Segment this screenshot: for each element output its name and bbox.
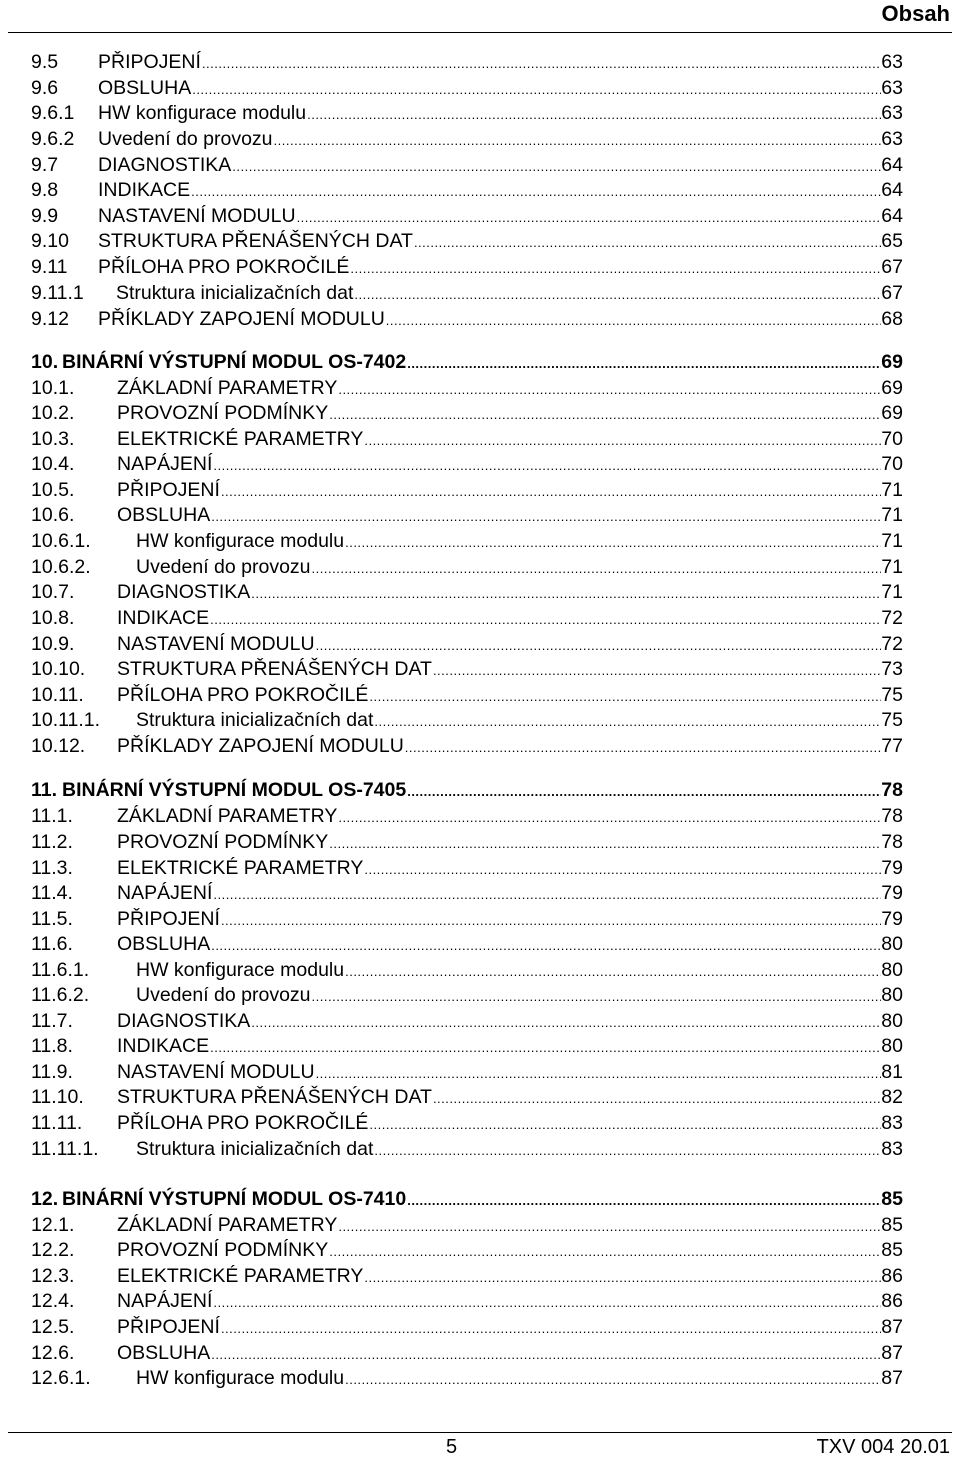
toc-entry-title: HW konfigurace modulu bbox=[136, 959, 345, 981]
toc-entry-title: Struktura inicializačních dat bbox=[136, 709, 374, 731]
toc-dot-leader bbox=[406, 780, 881, 804]
toc-entry-title: ZÁKLADNÍ PARAMETRY bbox=[117, 1214, 338, 1236]
toc-dot-leader bbox=[344, 960, 881, 984]
toc-dot-leader bbox=[209, 608, 881, 632]
toc-entry-number: 12.3. bbox=[31, 1265, 75, 1287]
toc-entry-page: 64 bbox=[881, 205, 903, 227]
toc-entry-page: 83 bbox=[881, 1138, 903, 1160]
toc-entry-title: STRUKTURA PŘENÁŠENÝCH DAT bbox=[117, 658, 432, 680]
toc-entry-title: BINÁRNÍ VÝSTUPNÍ MODUL OS-7410 bbox=[62, 1188, 407, 1210]
toc-entry[interactable] bbox=[31, 401, 903, 425]
toc-entry[interactable] bbox=[31, 452, 903, 476]
toc-entry-number: 10.3. bbox=[31, 428, 75, 450]
toc-dot-leader bbox=[191, 78, 881, 102]
toc-entry-title: PROVOZNÍ PODMÍNKY bbox=[117, 402, 329, 424]
toc-entry[interactable] bbox=[31, 153, 903, 177]
toc-entry-title: HW konfigurace modulu bbox=[136, 1367, 345, 1389]
toc-chapter-entry[interactable] bbox=[31, 778, 903, 802]
toc-dot-leader bbox=[315, 1062, 882, 1086]
toc-dot-leader bbox=[404, 736, 882, 760]
toc-entry-page: 79 bbox=[881, 908, 903, 930]
toc-entry-title: Struktura inicializačních dat bbox=[136, 1138, 374, 1160]
toc-entry-title: PŘÍKLADY ZAPOJENÍ MODULU bbox=[117, 735, 404, 757]
toc-entry-number: 11.8. bbox=[31, 1035, 73, 1057]
toc-dot-leader bbox=[432, 1087, 881, 1111]
toc-entry-title: STRUKTURA PŘENÁŠENÝCH DAT bbox=[98, 230, 413, 252]
toc-dot-leader bbox=[311, 557, 882, 581]
toc-entry-title: NASTAVENÍ MODULU bbox=[117, 1061, 315, 1083]
toc-entry[interactable] bbox=[31, 632, 903, 656]
toc-dot-leader bbox=[413, 231, 881, 255]
toc-entry-title: NASTAVENÍ MODULU bbox=[98, 205, 296, 227]
toc-entry-number: 11.9. bbox=[31, 1061, 73, 1083]
toc-dot-leader bbox=[328, 832, 881, 856]
toc-dot-leader bbox=[220, 909, 881, 933]
toc-entry-title: HW konfigurace modulu bbox=[136, 530, 345, 552]
toc-entry-page: 70 bbox=[881, 453, 903, 475]
toc-entry[interactable] bbox=[31, 50, 903, 74]
toc-chapter-entry[interactable] bbox=[31, 1187, 903, 1211]
toc-dot-leader bbox=[209, 1036, 881, 1060]
toc-entry-page: 69 bbox=[881, 402, 903, 424]
toc-entry-number: 12.4. bbox=[31, 1290, 75, 1312]
toc-entry[interactable] bbox=[31, 255, 903, 279]
toc-entry-number: 10.2. bbox=[31, 402, 75, 424]
toc-entry-title: NASTAVENÍ MODULU bbox=[117, 633, 315, 655]
toc-entry-number: 10.6.2. bbox=[31, 556, 91, 578]
toc-entry-page: 64 bbox=[881, 179, 903, 201]
toc-entry-number: 11.2. bbox=[31, 831, 73, 853]
toc-entry-page: 63 bbox=[881, 102, 903, 124]
toc-entry-title: PŘÍLOHA PRO POKROČILÉ bbox=[117, 684, 369, 706]
toc-entry-page: 67 bbox=[881, 282, 903, 304]
toc-entry-page: 63 bbox=[881, 77, 903, 99]
toc-entry-number: 12.6. bbox=[31, 1342, 75, 1364]
toc-dot-leader bbox=[363, 1266, 881, 1290]
toc-entry-page: 85 bbox=[881, 1239, 903, 1261]
toc-entry-title: BINÁRNÍ VÝSTUPNÍ MODUL OS-7405 bbox=[62, 779, 407, 801]
toc-entry-title: Uvedení do provozu bbox=[136, 556, 311, 578]
toc-entry[interactable] bbox=[31, 376, 903, 400]
toc-entry-page: 65 bbox=[881, 230, 903, 252]
toc-entry-page: 82 bbox=[881, 1086, 903, 1108]
toc-entry-page: 71 bbox=[881, 556, 903, 578]
toc-entry-number: 9.7 bbox=[31, 154, 59, 176]
toc-entry-number: 9.12 bbox=[31, 308, 69, 330]
toc-entry[interactable] bbox=[31, 734, 903, 758]
toc-entry-number: 11.6.1. bbox=[31, 959, 90, 981]
toc-entry-page: 86 bbox=[881, 1265, 903, 1287]
toc-entry[interactable] bbox=[31, 529, 903, 553]
toc-dot-leader bbox=[250, 582, 881, 606]
toc-entry-title: Uvedení do provozu bbox=[136, 984, 311, 1006]
toc-entry[interactable] bbox=[31, 1034, 903, 1058]
toc-entry-page: 78 bbox=[881, 779, 903, 801]
toc-entry-number: 10. bbox=[31, 351, 59, 373]
toc-entry-page: 80 bbox=[881, 1010, 903, 1032]
toc-entry[interactable] bbox=[31, 708, 903, 732]
toc-dot-leader bbox=[296, 206, 882, 230]
toc-entry-page: 70 bbox=[881, 428, 903, 450]
toc-entry-number: 9.6 bbox=[31, 77, 59, 99]
page-title: Obsah bbox=[881, 1, 950, 26]
toc-entry-number: 11.11. bbox=[31, 1112, 83, 1134]
toc-entry-page: 87 bbox=[881, 1316, 903, 1338]
toc-entry-number: 9.6.2 bbox=[31, 128, 75, 150]
toc-entry[interactable] bbox=[31, 1238, 903, 1262]
header-divider bbox=[8, 32, 952, 33]
toc-entry[interactable] bbox=[31, 204, 903, 228]
toc-entry[interactable] bbox=[31, 1366, 903, 1390]
toc-entry-number: 11.10. bbox=[31, 1086, 84, 1108]
toc-dot-leader bbox=[406, 352, 881, 376]
toc-dot-leader bbox=[373, 1139, 881, 1163]
toc-dot-leader bbox=[210, 505, 881, 529]
toc-entry-title: INDIKACE bbox=[117, 1035, 210, 1057]
footer-page-number: 5 bbox=[446, 1436, 458, 1458]
toc-entry-page: 75 bbox=[881, 709, 903, 731]
toc-entry[interactable] bbox=[31, 76, 903, 100]
toc-dot-leader bbox=[344, 531, 881, 555]
toc-entry[interactable] bbox=[31, 580, 903, 604]
toc-entry-page: 81 bbox=[881, 1061, 903, 1083]
toc-entry[interactable] bbox=[31, 1315, 903, 1339]
toc-entry[interactable] bbox=[31, 555, 903, 579]
toc-entry-page: 69 bbox=[881, 351, 903, 373]
toc-entry-number: 10.9. bbox=[31, 633, 75, 655]
toc-entry-number: 11.6.2. bbox=[31, 984, 90, 1006]
toc-entry-number: 10.12. bbox=[31, 735, 86, 757]
toc-entry-number: 9.5 bbox=[31, 51, 59, 73]
toc-entry-page: 63 bbox=[881, 51, 903, 73]
toc-entry-title: PROVOZNÍ PODMÍNKY bbox=[117, 831, 329, 853]
toc-dot-leader bbox=[373, 710, 881, 734]
toc-entry[interactable] bbox=[31, 1009, 903, 1033]
toc-entry-page: 72 bbox=[881, 607, 903, 629]
toc-dot-leader bbox=[363, 429, 881, 453]
toc-entry-number: 10.7. bbox=[31, 581, 75, 603]
toc-entry-page: 69 bbox=[881, 377, 903, 399]
toc-entry-number: 11. bbox=[31, 779, 58, 801]
toc-dot-leader bbox=[212, 883, 881, 907]
toc-entry-number: 10.11.1. bbox=[31, 709, 101, 731]
toc-entry-page: 72 bbox=[881, 633, 903, 655]
toc-entry[interactable] bbox=[31, 932, 903, 956]
footer-document-id: TXV 004 20.01 bbox=[816, 1436, 950, 1458]
toc-entry[interactable] bbox=[31, 478, 903, 502]
toc-entry[interactable] bbox=[31, 427, 903, 451]
toc-entry-title: Uvedení do provozu bbox=[98, 128, 273, 150]
toc-entry-title: PŘIPOJENÍ bbox=[117, 1316, 220, 1338]
toc-dot-leader bbox=[385, 309, 882, 333]
toc-entry[interactable] bbox=[31, 127, 903, 151]
toc-entry-page: 63 bbox=[881, 128, 903, 150]
toc-dot-leader bbox=[353, 283, 881, 307]
toc-entry-number: 12.5. bbox=[31, 1316, 75, 1338]
toc-entry-title: ELEKTRICKÉ PARAMETRY bbox=[117, 1265, 364, 1287]
toc-entry[interactable] bbox=[31, 1341, 903, 1365]
toc-entry-title: PŘÍLOHA PRO POKROČILÉ bbox=[117, 1112, 369, 1134]
toc-entry[interactable] bbox=[31, 907, 903, 931]
toc-entry-title: PŘÍKLADY ZAPOJENÍ MODULU bbox=[98, 308, 385, 330]
toc-entry-number: 10.11. bbox=[31, 684, 84, 706]
toc-dot-leader bbox=[273, 129, 882, 153]
toc-entry-page: 71 bbox=[881, 581, 903, 603]
toc-entry-title: OBSLUHA bbox=[117, 933, 211, 955]
toc-entry[interactable] bbox=[31, 503, 903, 527]
toc-dot-leader bbox=[315, 634, 882, 658]
toc-entry[interactable] bbox=[31, 958, 903, 982]
toc-entry-number: 10.5. bbox=[31, 479, 75, 501]
toc-entry-page: 78 bbox=[881, 805, 903, 827]
toc-entry-number: 11.1. bbox=[31, 805, 73, 827]
toc-entry[interactable] bbox=[31, 1137, 903, 1161]
toc-entry[interactable] bbox=[31, 657, 903, 681]
toc-entry-title: NAPÁJENÍ bbox=[117, 453, 213, 475]
toc-entry-title: ELEKTRICKÉ PARAMETRY bbox=[117, 428, 364, 450]
toc-entry-number: 10.6. bbox=[31, 504, 75, 526]
toc-entry[interactable] bbox=[31, 1213, 903, 1237]
toc-dot-leader bbox=[344, 1368, 881, 1392]
toc-entry-page: 85 bbox=[881, 1214, 903, 1236]
toc-entry-page: 78 bbox=[881, 831, 903, 853]
toc-entry-number: 9.8 bbox=[31, 179, 59, 201]
toc-entry-title: NAPÁJENÍ bbox=[117, 1290, 213, 1312]
toc-dot-leader bbox=[311, 985, 882, 1009]
toc-entry-page: 80 bbox=[881, 984, 903, 1006]
toc-entry-page: 71 bbox=[881, 504, 903, 526]
toc-entry-page: 87 bbox=[881, 1342, 903, 1364]
toc-dot-leader bbox=[337, 1215, 881, 1239]
toc-entry-page: 75 bbox=[881, 684, 903, 706]
toc-entry-number: 11.7. bbox=[31, 1010, 73, 1032]
toc-dot-leader bbox=[328, 403, 881, 427]
toc-entry-title: BINÁRNÍ VÝSTUPNÍ MODUL OS-7402 bbox=[62, 351, 407, 373]
toc-entry[interactable] bbox=[31, 1111, 903, 1135]
toc-entry-number: 11.11.1. bbox=[31, 1138, 99, 1160]
toc-entry-number: 11.5. bbox=[31, 908, 73, 930]
toc-dot-leader bbox=[368, 685, 881, 709]
toc-entry-title: DIAGNOSTIKA bbox=[117, 1010, 251, 1032]
toc-entry-title: DIAGNOSTIKA bbox=[117, 581, 251, 603]
toc-dot-leader bbox=[337, 806, 881, 830]
toc-entry-page: 71 bbox=[881, 530, 903, 552]
toc-entry-title: PROVOZNÍ PODMÍNKY bbox=[117, 1239, 329, 1261]
toc-dot-leader bbox=[212, 1291, 881, 1315]
toc-entry-page: 73 bbox=[881, 658, 903, 680]
toc-dot-leader bbox=[432, 659, 881, 683]
toc-entry-title: ZÁKLADNÍ PARAMETRY bbox=[117, 805, 338, 827]
toc-entry[interactable] bbox=[31, 606, 903, 630]
toc-entry-page: 86 bbox=[881, 1290, 903, 1312]
toc-entry-title: PŘIPOJENÍ bbox=[117, 479, 220, 501]
toc-entry[interactable] bbox=[31, 1085, 903, 1109]
toc-entry-title: INDIKACE bbox=[98, 179, 191, 201]
toc-entry-page: 85 bbox=[881, 1188, 903, 1210]
toc-dot-leader bbox=[201, 52, 881, 76]
toc-entry-number: 11.3. bbox=[31, 857, 73, 879]
toc-entry-number: 12. bbox=[31, 1188, 59, 1210]
toc-entry-page: 67 bbox=[881, 256, 903, 278]
toc-entry[interactable] bbox=[31, 307, 903, 331]
toc-entry-number: 9.10 bbox=[31, 230, 69, 252]
toc-entry-number: 10.6.1. bbox=[31, 530, 91, 552]
toc-entry-number: 10.8. bbox=[31, 607, 75, 629]
toc-entry[interactable] bbox=[31, 804, 903, 828]
toc-entry-page: 83 bbox=[881, 1112, 903, 1134]
toc-entry-title: NAPÁJENÍ bbox=[117, 882, 213, 904]
page-header bbox=[0, 0, 960, 36]
toc-entry-page: 79 bbox=[881, 857, 903, 879]
toc-dot-leader bbox=[212, 454, 881, 478]
toc-entry-number: 9.11.1 bbox=[31, 282, 84, 304]
toc-dot-leader bbox=[220, 1317, 881, 1341]
toc-entry-number: 10.4. bbox=[31, 453, 75, 475]
toc-entry-page: 80 bbox=[881, 1035, 903, 1057]
toc-entry-page: 80 bbox=[881, 933, 903, 955]
toc-entry-page: 71 bbox=[881, 479, 903, 501]
toc-entry-title: ZÁKLADNÍ PARAMETRY bbox=[117, 377, 338, 399]
footer-divider bbox=[8, 1432, 952, 1433]
toc-entry-title: HW konfigurace modulu bbox=[98, 102, 307, 124]
toc-entry[interactable] bbox=[31, 281, 903, 305]
toc-dot-leader bbox=[368, 1113, 881, 1137]
toc-entry-page: 64 bbox=[881, 154, 903, 176]
toc-dot-leader bbox=[190, 180, 881, 204]
toc-entry[interactable] bbox=[31, 856, 903, 880]
toc-entry-title: STRUKTURA PŘENÁŠENÝCH DAT bbox=[117, 1086, 432, 1108]
toc-entry-page: 80 bbox=[881, 959, 903, 981]
toc-entry-title: INDIKACE bbox=[117, 607, 210, 629]
toc-dot-leader bbox=[306, 103, 881, 127]
toc-entry-page: 87 bbox=[881, 1367, 903, 1389]
toc-entry[interactable] bbox=[31, 1060, 903, 1084]
toc-chapter-entry[interactable] bbox=[31, 350, 903, 374]
toc-entry-number: 11.6. bbox=[31, 933, 73, 955]
toc-dot-leader bbox=[210, 1343, 881, 1367]
toc-entry-title: PŘÍLOHA PRO POKROČILÉ bbox=[98, 256, 350, 278]
toc-dot-leader bbox=[406, 1189, 881, 1213]
toc-entry[interactable] bbox=[31, 881, 903, 905]
toc-entry-title: DIAGNOSTIKA bbox=[98, 154, 232, 176]
toc-entry-title: OBSLUHA bbox=[117, 1342, 211, 1364]
toc-entry[interactable] bbox=[31, 1289, 903, 1313]
toc-entry-title: ELEKTRICKÉ PARAMETRY bbox=[117, 857, 364, 879]
toc-dot-leader bbox=[349, 257, 881, 281]
toc-entry[interactable] bbox=[31, 178, 903, 202]
toc-entry-title: OBSLUHA bbox=[98, 77, 192, 99]
toc-dot-leader bbox=[363, 858, 881, 882]
toc-entry[interactable] bbox=[31, 101, 903, 125]
toc-entry-number: 12.2. bbox=[31, 1239, 75, 1261]
toc-entry[interactable] bbox=[31, 683, 903, 707]
toc-entry-title: Struktura inicializačních dat bbox=[116, 282, 354, 304]
toc-entry[interactable] bbox=[31, 229, 903, 253]
toc-entry[interactable] bbox=[31, 983, 903, 1007]
toc-dot-leader bbox=[337, 378, 881, 402]
toc-entry-number: 12.6.1. bbox=[31, 1367, 91, 1389]
toc-entry-number: 11.4. bbox=[31, 882, 73, 904]
toc-entry[interactable] bbox=[31, 1264, 903, 1288]
toc-entry-number: 10.1. bbox=[31, 377, 75, 399]
toc-dot-leader bbox=[231, 155, 881, 179]
toc-dot-leader bbox=[210, 934, 881, 958]
toc-entry-page: 77 bbox=[881, 735, 903, 757]
toc-entry-number: 9.9 bbox=[31, 205, 59, 227]
toc-entry-number: 9.6.1 bbox=[31, 102, 75, 124]
toc-dot-leader bbox=[250, 1011, 881, 1035]
toc-entry-page: 79 bbox=[881, 882, 903, 904]
toc-entry-title: PŘIPOJENÍ bbox=[117, 908, 220, 930]
toc-entry[interactable] bbox=[31, 830, 903, 854]
toc-dot-leader bbox=[220, 480, 881, 504]
toc-entry-page: 68 bbox=[881, 308, 903, 330]
toc-entry-number: 12.1. bbox=[31, 1214, 75, 1236]
toc-entry-number: 10.10. bbox=[31, 658, 86, 680]
toc-entry-title: PŘIPOJENÍ bbox=[98, 51, 201, 73]
toc-entry-title: OBSLUHA bbox=[117, 504, 211, 526]
toc-entry-number: 9.11 bbox=[31, 256, 68, 278]
toc-dot-leader bbox=[328, 1240, 881, 1264]
